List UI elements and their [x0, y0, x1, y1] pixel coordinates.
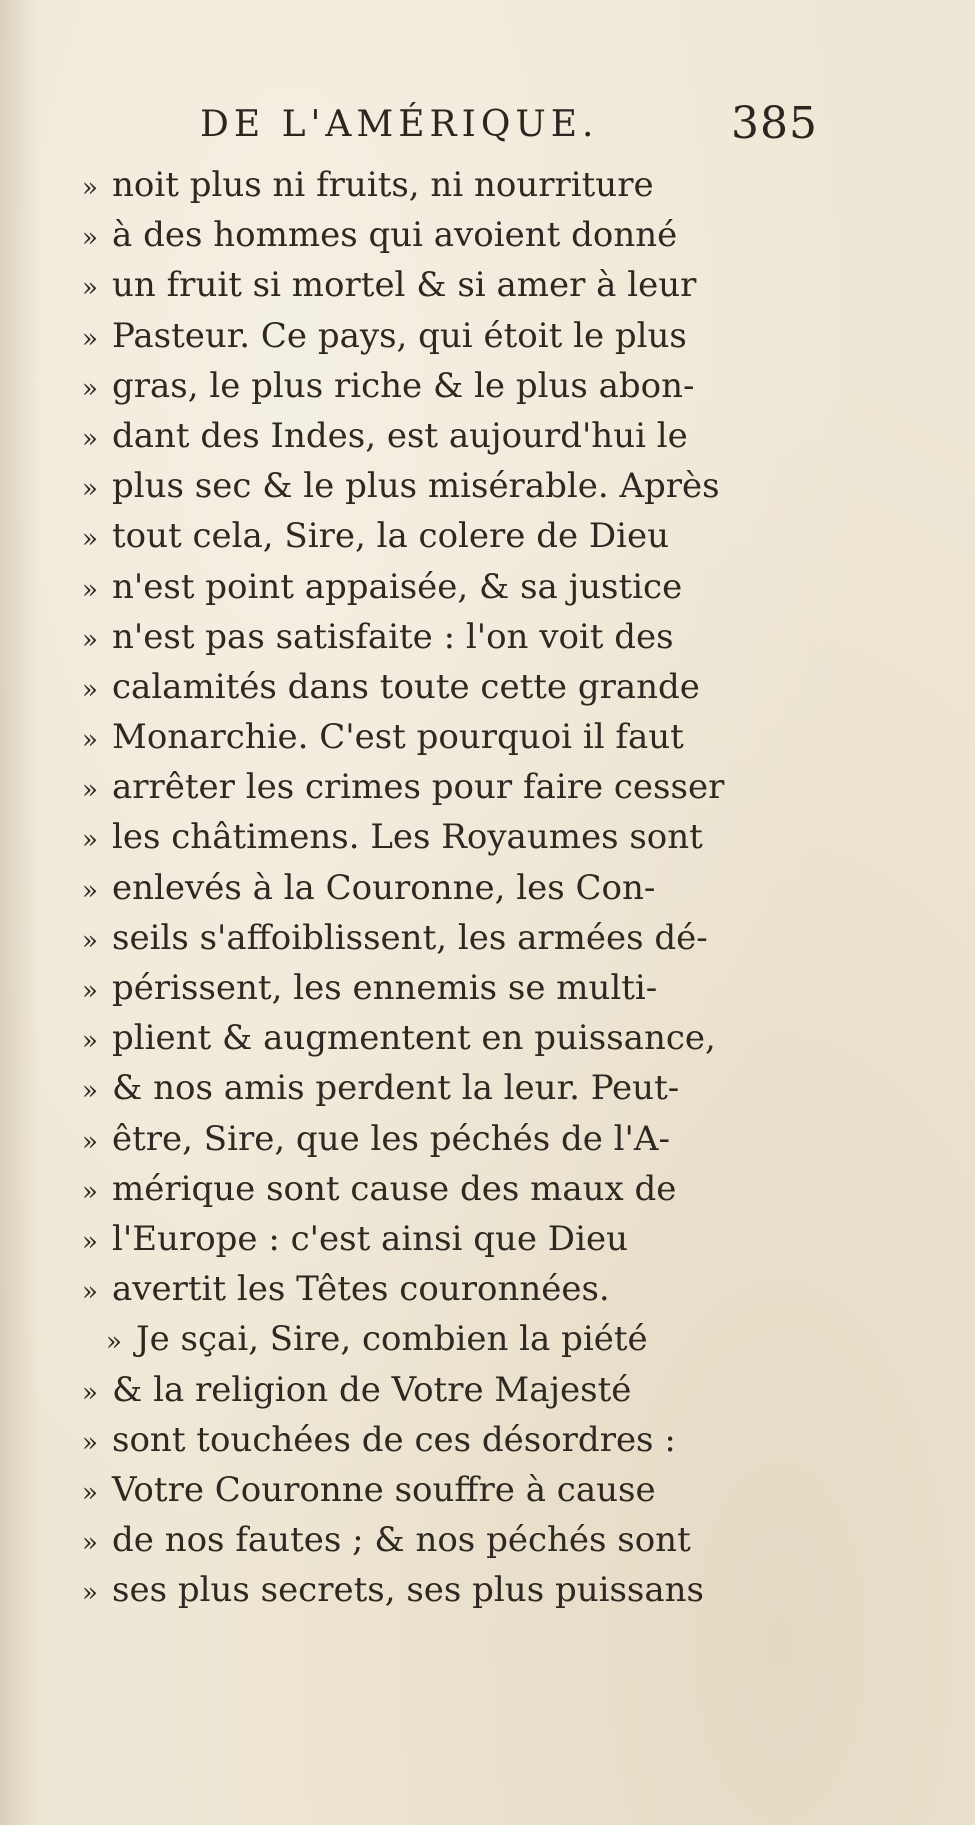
line-text: l'Europe : c'est ainsi que Dieu	[112, 1218, 628, 1259]
line-text: & nos amis perdent la leur. Peut-	[112, 1068, 680, 1109]
quotation-mark: »	[106, 1327, 122, 1358]
line-text: Votre Couronne souffre à cause	[112, 1469, 656, 1510]
line-text: & la religion de Votre Majesté	[112, 1369, 632, 1410]
text-line	[82, 210, 802, 260]
text-line	[82, 1314, 802, 1364]
body-text	[82, 160, 802, 1615]
line-text: calamités dans toute cette grande	[112, 666, 700, 707]
quotation-mark: »	[82, 775, 98, 806]
quotation-mark: »	[82, 574, 98, 605]
line-text: Je sçai, Sire, combien la piété	[136, 1319, 648, 1360]
text-line	[82, 1515, 802, 1565]
quotation-mark: »	[82, 976, 98, 1006]
text-line	[82, 812, 802, 862]
line-text: périssent, les ennemis se multi-	[112, 968, 658, 1008]
text-line	[82, 411, 802, 461]
text-line	[82, 1214, 802, 1264]
text-line	[82, 913, 802, 963]
quotation-mark: »	[82, 223, 98, 254]
line-text: les châtimens. Les Royaumes sont	[112, 817, 703, 858]
quotation-mark: »	[82, 474, 98, 505]
quotation-mark: »	[82, 323, 98, 354]
text-line	[82, 562, 802, 612]
text-line	[82, 712, 802, 762]
text-line	[82, 260, 802, 310]
quotation-mark: »	[82, 624, 98, 655]
line-text: Monarchie. C'est pourquoi il faut	[112, 717, 684, 758]
line-text: sont touchées de ces désordres :	[112, 1419, 676, 1460]
line-text: plient & augmentent en puissance,	[112, 1018, 716, 1059]
quotation-mark: »	[82, 1377, 98, 1408]
quotation-mark: »	[82, 173, 98, 203]
quotation-mark: »	[82, 1226, 98, 1257]
quotation-mark: »	[82, 1578, 98, 1609]
line-text: de nos fautes ; & nos péchés sont	[112, 1520, 691, 1561]
line-text: mérique sont cause des maux de	[112, 1168, 677, 1209]
line-text: un fruit si mortel & si amer à leur	[112, 265, 697, 306]
text-line	[82, 662, 802, 712]
line-text: gras, le plus riche & le plus abon-	[112, 365, 695, 406]
text-line	[82, 863, 802, 913]
text-line	[82, 963, 802, 1013]
line-text: être, Sire, que les péchés de l'A-	[112, 1118, 670, 1159]
quotation-mark: »	[82, 825, 98, 856]
page-header	[200, 98, 818, 158]
text-line	[82, 361, 802, 411]
quotation-mark: »	[82, 1427, 98, 1458]
line-text: Pasteur. Ce pays, qui étoit le plus	[112, 315, 687, 356]
page-number: 385	[731, 98, 818, 149]
line-text: tout cela, Sire, la colere de Dieu	[112, 516, 670, 557]
line-text: avertit les Têtes couronnées.	[112, 1269, 610, 1310]
quotation-mark: »	[82, 524, 98, 555]
line-text: dant des Indes, est aujourd'hui le	[112, 415, 688, 456]
quotation-mark: »	[82, 725, 98, 756]
quotation-mark: »	[82, 1477, 98, 1508]
quotation-mark: »	[82, 875, 98, 906]
line-text: ses plus secrets, ses plus puissans	[112, 1570, 704, 1611]
quotation-mark: »	[82, 1277, 98, 1308]
line-text: n'est point appaisée, & sa justice	[112, 566, 683, 607]
text-line	[82, 1164, 802, 1214]
quotation-mark: »	[82, 674, 98, 705]
line-text: plus sec & le plus misérable. Après	[112, 466, 720, 507]
quotation-mark: »	[82, 373, 98, 404]
text-line	[82, 311, 802, 361]
text-line	[82, 1264, 802, 1314]
quotation-mark: »	[82, 1076, 98, 1107]
text-line	[82, 160, 802, 210]
text-line	[82, 511, 802, 561]
text-line	[82, 1465, 802, 1515]
text-line	[82, 461, 802, 511]
text-line	[82, 1013, 802, 1063]
text-line	[82, 1063, 802, 1113]
quotation-mark: »	[82, 273, 98, 304]
page-gutter-shadow	[0, 0, 40, 1825]
line-text: enlevés à la Couronne, les Con-	[112, 867, 656, 908]
running-title: DE L'AMÉRIQUE.	[200, 104, 599, 145]
line-text: arrêter les crimes pour faire cesser	[112, 767, 725, 808]
text-line	[82, 1365, 802, 1415]
line-text: noit plus ni fruits, ni nourriture	[112, 165, 654, 205]
text-line	[82, 612, 802, 662]
line-text: seils s'affoiblissent, les armées dé-	[112, 917, 708, 958]
text-line	[82, 762, 802, 812]
text-line	[82, 1565, 802, 1615]
quotation-mark: »	[82, 1176, 98, 1207]
quotation-mark: »	[82, 423, 98, 454]
quotation-mark: »	[82, 1528, 98, 1559]
line-text: n'est pas satisfaite : l'on voit des	[112, 616, 674, 657]
line-text: à des hommes qui avoient donné	[112, 215, 678, 256]
text-line	[82, 1415, 802, 1465]
text-line	[82, 1114, 802, 1164]
quotation-mark: »	[82, 1026, 98, 1057]
quotation-mark: »	[82, 925, 98, 956]
quotation-mark: »	[82, 1126, 98, 1157]
